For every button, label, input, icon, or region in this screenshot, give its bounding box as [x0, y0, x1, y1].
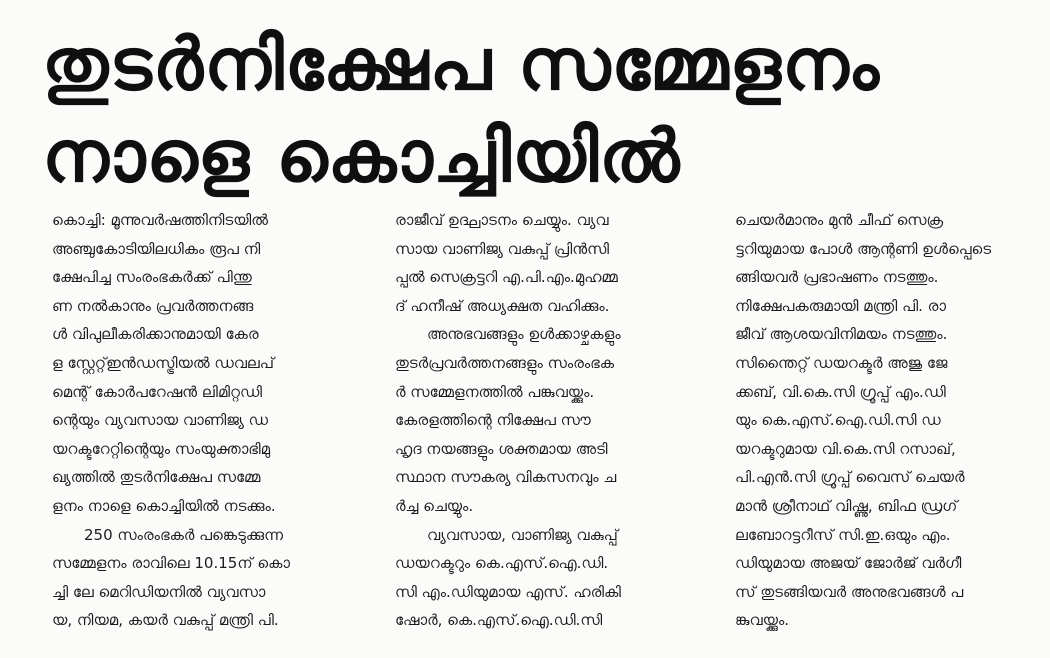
- text-line: ളനം നാളെ കൊച്ചിയിൽ നടക്കും.: [52, 496, 276, 515]
- text-line: ഹൃദ നയങ്ങളും ശക്തമായ അടി: [395, 439, 608, 458]
- headline: [42, 18, 1032, 202]
- text-line: ഖ്യത്തിൽ തുടർനിക്ഷേപ സമ്മേ: [52, 468, 261, 487]
- article-column-1: [52, 206, 364, 646]
- text-line: 250 സംരംഭകർ പങ്കെടുക്കുന്ന: [84, 525, 284, 544]
- text-line: ദ് ഹനീഷ് അധ്യക്ഷത വഹിക്കും.: [395, 296, 610, 315]
- text-line: ൾ വിപുലീകരിക്കാനുമായി കേര: [52, 325, 259, 344]
- text-line: ർ സമ്മേളനത്തിൽ പങ്കുവയ്ക്കും.: [395, 382, 595, 401]
- text-line: വ്യവസായ, വാണിജ്യ വകുപ്പ്: [427, 525, 618, 544]
- text-line: ക്ഷേപിച്ച സംരംഭകർക്ക് പിന്തു: [52, 268, 252, 287]
- text-line: സി എം.ഡിയുമായ എസ്. ഹരികി: [395, 582, 621, 601]
- text-line: കൊച്ചി: മൂന്നുവർഷത്തിനിടയിൽ: [52, 211, 268, 229]
- text-line: ങ്ങിയവർ പ്രഭാഷണം നടത്തും.: [735, 268, 939, 287]
- text-line: ഡിയുമായ അജയ് ജോർജ് വർഗീ: [735, 554, 962, 573]
- text-line: മാൻ ശ്രീനാഥ് വിഷ്ണു, ബിഫ ഡ്രഗ്: [735, 496, 958, 515]
- text-line: സിന്തൈറ്റ് ഡയറക്ടർ അജു ജേ: [735, 353, 948, 372]
- headline-line-2: നാളെ കൊച്ചിയിൽ: [42, 114, 681, 198]
- text-line: ട്ടറിയുമായ പോൾ ആന്റണി ഉൾപ്പെടെ: [735, 239, 992, 258]
- text-line: സ് തുടങ്ങിയവർ അനുഭവങ്ങൾ പ: [735, 582, 964, 601]
- text-line: ലബോറട്ടറീസ് സി.ഇ.ഒയും എം.: [735, 525, 951, 544]
- article-column-2: [395, 206, 713, 646]
- text-line: മെന്റ് കോർപറേഷൻ ലിമിറ്റഡി: [52, 382, 263, 401]
- text-line: സ്ഥാന സൗകര്യ വികസനവും ച: [395, 468, 617, 487]
- text-line: സമ്മേളനം രാവിലെ 10.15ന് കൊ: [52, 554, 290, 573]
- article-column-3: [735, 206, 1035, 646]
- text-line: യറക്ടറുമായ വി.കെ.സി റസാഖ്,: [735, 439, 956, 458]
- text-line: അനുഭവങ്ങളും ഉൾക്കാഴ്ചകളും: [427, 325, 621, 344]
- text-line: ന്റെയും വ്യവസായ വാണിജ്യ ഡ: [52, 411, 268, 430]
- text-line: ള സ്റ്റേറ്റ്ഇൻഡസ്ട്രിയൽ ഡവലപ്: [52, 353, 274, 372]
- text-line: ഷോർ, കെ.എസ്.ഐ.ഡി.സി: [395, 611, 603, 630]
- text-line: ക്കബ്, വി.കെ.സി ഗ്രൂപ്പ് എം.ഡി: [735, 382, 946, 401]
- text-line: ജീവ് ആശയവിനിമയം നടത്തും.: [735, 325, 948, 344]
- text-line: പി.എൻ.സി ഗ്രൂപ്പ് വൈസ് ചെയർ: [735, 468, 965, 487]
- text-line: ഡയറക്ടറും കെ.എസ്.ഐ.ഡി.: [395, 554, 609, 573]
- text-line: രാജീവ് ഉദ്ഘാടനം ചെയ്യും. വ്യവ: [395, 211, 609, 229]
- text-line: പ്പൽ സെക്രട്ടറി എ.പി.എം.മുഹമ്മ: [395, 268, 618, 287]
- text-line: ചെയർമാനും മുൻ ചീഫ് സെക്ര: [735, 211, 944, 229]
- text-line: ർച്ച ചെയ്യും.: [395, 496, 474, 515]
- text-line: സായ വാണിജ്യ വകുപ്പ് പ്രിൻസി: [395, 239, 610, 258]
- article-body: [52, 206, 1032, 646]
- text-line: യും കെ.എസ്.ഐ.ഡി.സി ഡ: [735, 411, 941, 430]
- text-line: ണ നൽകാനും പ്രവർത്തനങ്ങ: [52, 296, 254, 315]
- text-line: നിക്ഷേപകരുമായി മന്ത്രി പി. രാ: [735, 296, 947, 315]
- text-line: യറക്ടറേറ്റിന്റെയും സംയുക്താഭിമു: [52, 439, 271, 458]
- text-line: അഞ്ചുകോടിയിലധികം രൂപ നി: [52, 239, 261, 258]
- text-line: യ, നിയമ, കയർ വകുപ്പ് മന്ത്രി പി.: [52, 611, 279, 630]
- headline-line-1: തുടർനിക്ഷേപ സമ്മേളനം: [42, 22, 880, 106]
- text-line: കേരളത്തിന്റെ നിക്ഷേപ സൗ: [395, 411, 591, 430]
- text-line: ങ്കുവയ്ക്കും.: [735, 611, 789, 630]
- text-line: തുടർപ്രവർത്തനങ്ങളും സംരംഭക: [395, 353, 615, 372]
- text-line: ച്ചി ലേ മെറിഡിയനിൽ വ്യവസാ: [52, 582, 266, 601]
